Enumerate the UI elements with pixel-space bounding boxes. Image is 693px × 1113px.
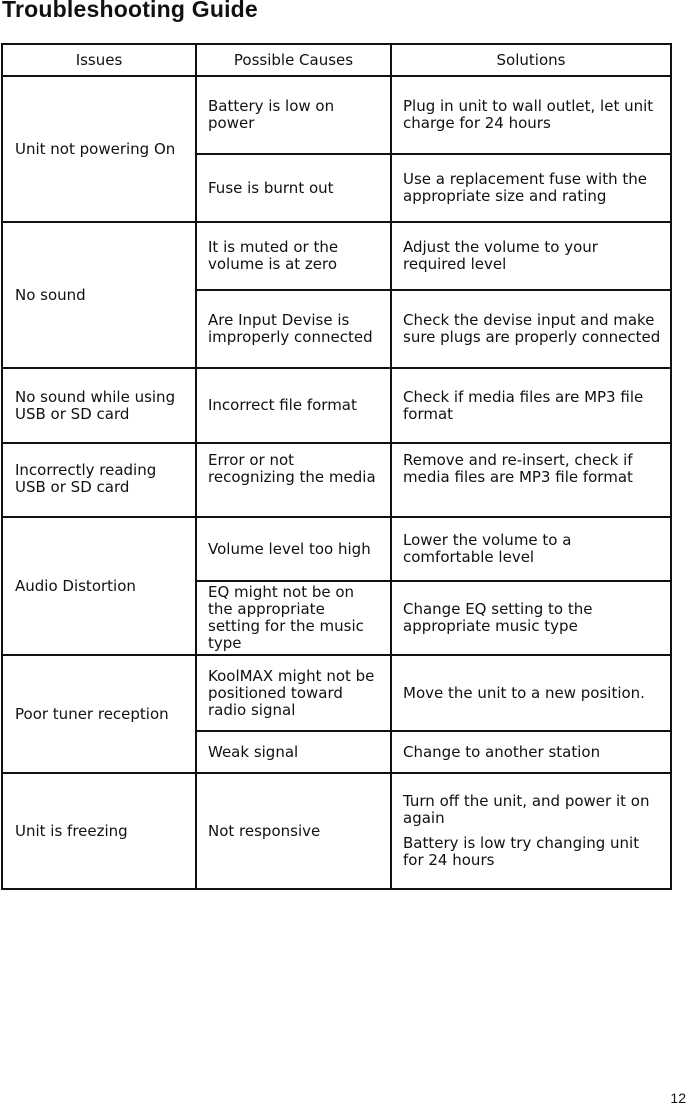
header-issues: Issues [2, 44, 196, 76]
solution-line: Battery is low try changing unit for 24 hours [403, 834, 640, 869]
page-title: Troubleshooting Guide [2, 0, 258, 22]
cause-cell: EQ might not be on the appropriate setting for the music type [196, 581, 391, 655]
table-row [2, 517, 671, 581]
solution-cell: Remove and re-insert, check if media files are MP3 file format [391, 443, 671, 517]
solution-cell: Lower the volume to a comfortable level [391, 517, 671, 581]
table-row [2, 443, 671, 517]
solution-cell: Check the devise input and make sure plugs are properly connected [391, 290, 671, 368]
page-number: 12 [670, 1090, 686, 1106]
solution-cell: Use a replacement fuse with the appropriate size and rating [391, 154, 671, 222]
issue-cell: Unit is freezing [2, 773, 196, 889]
cause-cell: Battery is low on power [196, 76, 391, 154]
solution-cell: Check if media files are MP3 file format [391, 368, 671, 443]
solution-line: Turn off the unit, and power it on again [403, 792, 650, 827]
cause-cell: Not responsive [196, 773, 391, 889]
cause-cell: Are Input Devise is improperly connected [196, 290, 391, 368]
cause-cell: KoolMAX might not be positioned toward radio signal [196, 655, 391, 731]
cause-cell: Weak signal [196, 731, 391, 773]
header-solutions: Solutions [391, 44, 671, 76]
cause-cell: Volume level too high [196, 517, 391, 581]
table-row [2, 76, 671, 154]
solution-cell: Change to another station [391, 731, 671, 773]
cause-cell: Incorrect file format [196, 368, 391, 443]
table-row [2, 368, 671, 443]
issue-cell: Poor tuner reception [2, 655, 196, 773]
solution-cell [391, 773, 671, 889]
table-header-row [2, 44, 671, 76]
table-row [2, 773, 671, 889]
cause-cell: Fuse is burnt out [196, 154, 391, 222]
troubleshooting-table [1, 43, 672, 890]
table-row [2, 655, 671, 731]
solution-cell: Adjust the volume to your required level [391, 222, 671, 290]
issue-cell: No sound [2, 222, 196, 368]
issue-cell: Incorrectly reading USB or SD card [2, 443, 196, 517]
solution-cell: Change EQ setting to the appropriate music type [391, 581, 671, 655]
cause-cell: It is muted or the volume is at zero [196, 222, 391, 290]
issue-cell: No sound while using USB or SD card [2, 368, 196, 443]
issue-cell: Audio Distortion [2, 517, 196, 655]
solution-cell: Plug in unit to wall outlet, let unit charge for 24 hours [391, 76, 671, 154]
solution-cell: Move the unit to a new position. [391, 655, 671, 731]
header-possible-causes: Possible Causes [196, 44, 391, 76]
cause-cell: Error or not recognizing the media [196, 443, 391, 517]
table-row [2, 222, 671, 290]
issue-cell: Unit not powering On [2, 76, 196, 222]
